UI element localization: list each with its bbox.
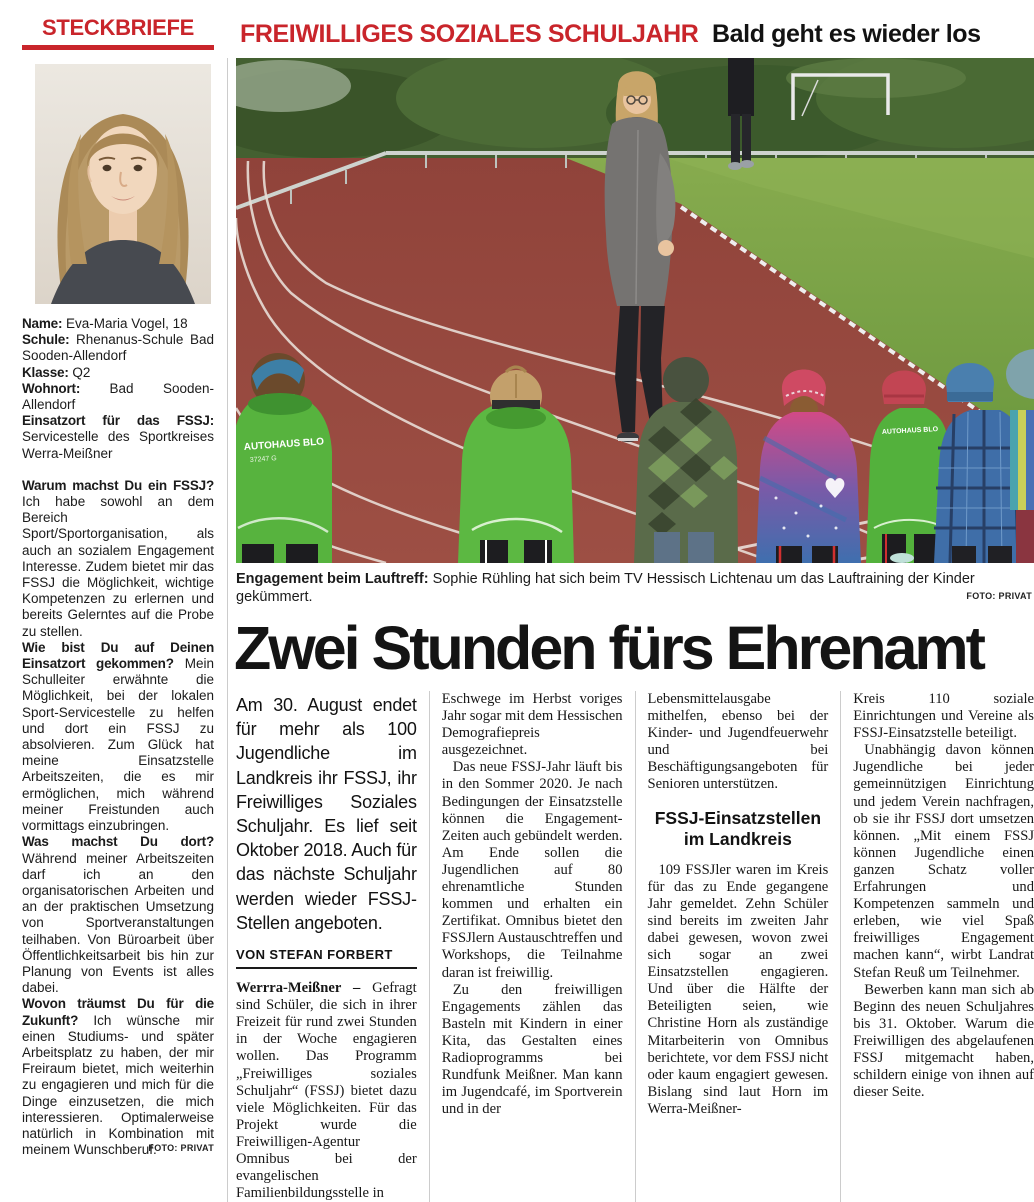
photo-credit: FOTO: PRIVAT [966, 591, 1032, 601]
topic-subtitle: Bald geht es wieder los [712, 20, 981, 48]
profile-column [22, 58, 228, 1202]
field-value: Bad Sooden-Allendorf [22, 380, 214, 413]
main-column [236, 58, 1034, 1202]
caption-lead: Engagement beim Lauftreff: [236, 571, 429, 587]
profile-question-2 [22, 640, 214, 834]
field-value: Rhenanus-Schule Bad Sooden-Allendorf [22, 332, 214, 364]
portrait-illustration [35, 64, 211, 304]
topic-line [240, 15, 981, 49]
jersey-text-small: 37247 G [249, 455, 277, 464]
profile-field-klasse [22, 365, 214, 381]
headline: Zwei Stunden fürs Ehrenamt [234, 616, 983, 680]
jersey-text: AUTOHAUS BLO [243, 436, 325, 453]
profile-question-1 [22, 478, 214, 640]
field-value: Servicestelle des Sportkreises Werra-Meißner [22, 429, 214, 461]
masthead [0, 0, 1034, 58]
article-subhead: FSSJ-Einsatzstellen im Landkreis [654, 807, 822, 849]
profile-field-name [22, 316, 214, 332]
kicker-block [22, 15, 214, 50]
article-paragraph: Zu den freiwilligen Engagements zählen das Basteln mit Kindern in einer Kita, das Gestalten eines Radioprogramms bei Rundfunk Meißner. Man kann im Jugendcafé, im Sportverein und in der [441, 981, 623, 1118]
article-paragraph: Lebensmittelausgabe mithelfen, ebenso bei der Kinder- und Jugendfeuerwehr und bei Beschäftigungsangeboten für Senioren unterstützen. [647, 691, 829, 793]
kicker: STECKBRIEFE [42, 15, 194, 40]
profile-question-3 [22, 834, 214, 996]
profile-field-schule [22, 332, 214, 364]
article-paragraph: Bewerben kann man sich ab Beginn des neuen Schuljahres bis 31. Oktober. Warum die Freiwilligen des abgelaufenen FSSJ mitgemacht haben, schildern einige von ihnen auf dieser Seite. [853, 981, 1034, 1101]
article-paragraph: 109 FSSJler waren im Kreis für das zu Ende gegangene Jahr gemeldet. Zehn Schüler sind bereits im zweiten Jahr dabei gewesen, wovon zwei sich sogar an zwei Einsatzstellen engagieren. Und über die Hälfte der Beteiligten seien, wie Christine Horn als zuständige Mitarbeiterin von Omnibus berichtete, vor dem FSSJ nicht oder kaum engagiert gewesen. Bislang sind laut Horn im Werra-Meißner- [647, 861, 829, 1117]
profile-text [22, 316, 214, 1158]
article-paragraph: Unabhängig davon können Jugendliche bei jeder gemeinnützigen Einrichtung und jedem Verein nachfragen, ob sie ihr FSSJ dort umsetzen können. „Mit einem FSSJ können Jugendliche einen ganzen Schatz voller Erfahrungen und Kompetenzen sammeln und erleben, wie viel Spaß freiwilliges Engagement machen kann“, wirbt Landrat Stefan Reuß um Teilnehmer. [853, 742, 1034, 981]
portrait-photo [35, 64, 211, 304]
article-column-3 [635, 691, 829, 1202]
question-label: Warum machst Du ein FSSJ? [22, 477, 214, 493]
field-label: Einsatzort für das FSSJ: [22, 413, 214, 429]
field-label: Name: [22, 316, 63, 331]
kicker-underline [22, 45, 214, 50]
profile-question-4 [22, 996, 214, 1158]
field-value: Eva-Maria Vogel, 18 [62, 316, 188, 331]
field-label: Schule: [22, 332, 70, 348]
dateline: Werrra-Meißner – [236, 980, 373, 997]
track-illustration [236, 58, 1034, 563]
article-column-1 [236, 691, 417, 1202]
article-paragraph [236, 980, 417, 1202]
answer-text: Ich habe sowohl an dem Bereich Sport/Sportorganisation, als auch an sozialem Engagement Interesse. Zudem bietet mir das FSSJ die Möglichkeit, wichtige Kompetenzen zu erlernen und bereits Gelerntes auf die Probe zu stellen. [22, 494, 214, 639]
question-label: Wovon träumst Du für die Zukunft? [22, 996, 214, 1028]
article-column-2 [429, 691, 623, 1202]
article-column-4 [840, 691, 1034, 1202]
question-label: Was machst Du dort? [22, 834, 214, 850]
caption-text: Sophie Rühling hat sich beim TV Hessisch Lichtenau um das Lauftraining der Kinder gekümmert. [236, 571, 975, 605]
photo-credit: FOTO: PRIVAT [148, 1143, 214, 1154]
article-lead: Am 30. August endet für mehr als 100 Jugendliche im Landkreis ihr FSSJ, ihr Freiwilliges Soziales Schuljahr. Es lief seit Oktober 2018. Auch für das nächste Schuljahr werden wieder FSSJ-Stellen angeboten. [236, 695, 417, 933]
question-label: Wie bist Du auf Deinen Einsatzort gekommen? [22, 639, 214, 672]
profile-field-wohnort [22, 381, 214, 413]
answer-text: Während meiner Arbeitszeiten darf ich an den organisatorischen Arbeiten und an der praktischen Umsetzung von Sportveranstaltungen teilhaben. Von Büroarbeit über Öffentlichkeitsarbeit bis hin zur Planung von Events ist alles dabei. [22, 850, 214, 996]
field-value: Q2 [68, 364, 91, 380]
answer-text: Mein Schulleiter erwähnte die Möglichkeit, bei der lokalen Sport-Servicestelle zu helfen und dort ein FSSJ zu absolvieren. Zum Glück hat meine Einsatzstelle Arbeitszeiten, die es mir ermöglichen, mich während meiner Freistunden auch vormittags einzubringen. [22, 656, 215, 834]
lauftreff-photo [236, 58, 1034, 563]
topic-label: FREIWILLIGES SOZIALES SCHULJAHR [240, 20, 699, 48]
article-paragraph: Das neue FSSJ-Jahr läuft bis in den Sommer 2020. Je nach Bedingungen der Einsatzstelle können die Engagement-Zeiten auch gebündelt werden. Am Ende sollen die Jugendlichen auf 80 ehrenamtliche Stunden kommen und erhalten ein Zertifikat. Omnibus bietet den FSSJlern Austauschtreffen und Workshops, die Teilnahme daran ist freiwillig. [441, 759, 623, 981]
answer-text: Ich wünsche mir einen Studiums- und später Arbeitsplatz zu haben, der mir Freiraum bietet, mich weiterhin zu engagieren und mich für die Dinge einzusetzen, die mich interessieren. Optimalerweise natürlich in Kombination mit meinem Wunschberuf. [22, 1012, 214, 1158]
content [0, 58, 1034, 1202]
paragraph-text: Gefragt sind Schüler, die sich in ihrer Freizeit für rund zwei Stunden in der Woche engagieren wollen. Das Programm „Freiwilliges soziales Schuljahr“ (FSSJ) bietet dazu viele Möglichkeiten. Für das Projekt wurde die Freiwilligen-Agentur Omnibus bei der evangelischen Familienbildungsstelle in [236, 980, 417, 1202]
photo-caption [236, 563, 1034, 608]
article-columns [236, 691, 1034, 1202]
jersey-text: AUTOHAUS BLO [881, 426, 939, 436]
field-label: Klasse: [22, 364, 69, 380]
field-label: Wohnort: [22, 380, 81, 396]
article-paragraph: Kreis 110 soziale Einrichtungen und Vereine als FSSJ-Einsatzstelle beteiligt. [853, 691, 1034, 742]
byline: VON STEFAN FORBERT [236, 947, 417, 969]
profile-field-einsatzort [22, 413, 214, 462]
lauftreff-figure [236, 58, 1034, 608]
article-paragraph: Eschwege im Herbst voriges Jahr sogar mit dem Hessischen Demografiepreis ausgezeichnet. [441, 691, 623, 759]
